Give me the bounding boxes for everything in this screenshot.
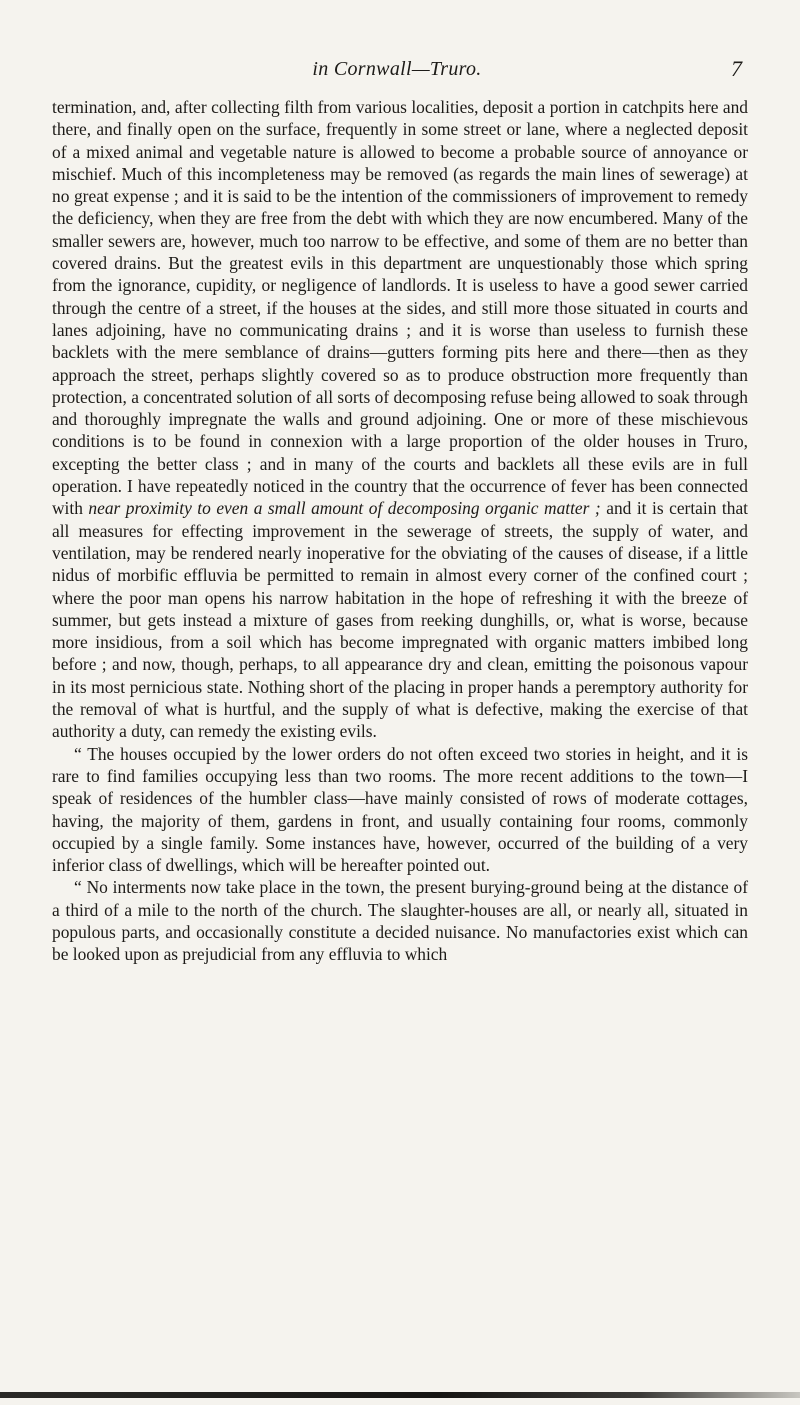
page-bottom-edge xyxy=(0,1392,800,1398)
paragraph-drainage xyxy=(52,96,748,743)
running-title: in Cornwall—Truro. xyxy=(312,58,482,80)
italic-emphasis: near proximity to even a small amount of decomposing organic matter ; xyxy=(88,498,601,519)
paragraph-housing: “ The houses occupied by the lower orders do not often exceed two stories in height, and it is rare to find families occupying less than two rooms. The more recent additions to the town—I speak of residences of the humbler class—have mainly consisted of rows of moderate cottages, having, the majority of them, gardens in front, and usually containing four rooms, commonly occupied by a single family. Some instances have, however, occurred of the building of a very inferior class of dwellings, which will be hereafter pointed out. xyxy=(52,743,748,876)
paragraph-drainage-text-continued: and it is certain that all measures for effecting improvement in the sewerage of streets, the supply of water, and ventilation, may be rendered nearly inoperative for the obviating of the causes of disease, if a little nidus of morbific effluvia be permitted to remain in almost every corner of the confined court ; where the poor man opens his narrow habitation in the hope of refreshing it with the breeze of summer, but gets instead a mixture of gases from reeking dunghills, or, what is worse, because more insidious, from a soil which has become impregnated with organic matters imbibed long before ; and now, though, perhaps, to all appearance dry and clean, emitting the poisonous vapour in its most pernicious state. Nothing short of the placing in proper hands a peremptory authority for the removal of what is hurtful, and the supply of what is defective, making the exercise of that authority a duty, can remedy the existing evils. xyxy=(52,498,748,742)
page-number: 7 xyxy=(731,56,742,81)
paragraph-drainage-text: termination, and, after collecting filth from various localities, deposit a portion in catchpits here and there, and finally open on the surface, frequently in some street or lane, where a neglected deposit of a mixed animal and vegetable nature is allowed to become a probable source of annoyance or mischief. Much of this incompleteness may be removed (as regards the main lines of sewerage) at no great expense ; and it is said to be the intention of the commissioners of improvement to remedy the deficiency, when they are free from the debt with which they are now encumbered. Many of the smaller sewers are, however, much too narrow to be effective, and some of them are no better than covered drains. But the greatest evils in this department are unquestionably those which spring from the ignorance, cupidity, or negligence of landlords. It is useless to have a good sewer carried through the centre of a street, if the houses at the sides, and still more those situated in courts and lanes adjoining, have no communicating drains ; and it is worse than useless to furnish these backlets with the mere semblance of drains—gutters forming pits here and there—then as they approach the street, perhaps slightly covered so as to produce obstruction more frequently than protection, a concentrated solution of all sorts of decomposing refuse being allowed to soak through and thoroughly impregnate the walls and ground adjoining. One or more of these mischievous conditions is to be found in connexion with a large proportion of the older houses in Truro, excepting the better class ; and in many of the courts and backlets all these evils are in full operation. I have repeatedly noticed in the country that the occurrence of fever has been connected with xyxy=(52,97,748,519)
body-text xyxy=(52,96,748,966)
paragraph-interments: “ No interments now take place in the town, the present burying-ground being at the distance of a third of a mile to the north of the church. The slaughter-houses are all, or nearly all, situated in populous parts, and occasionally constitute a decided nuisance. No manufactories exist which can be looked upon as prejudicial from any effluvia to which xyxy=(52,877,748,965)
running-head xyxy=(52,58,742,86)
